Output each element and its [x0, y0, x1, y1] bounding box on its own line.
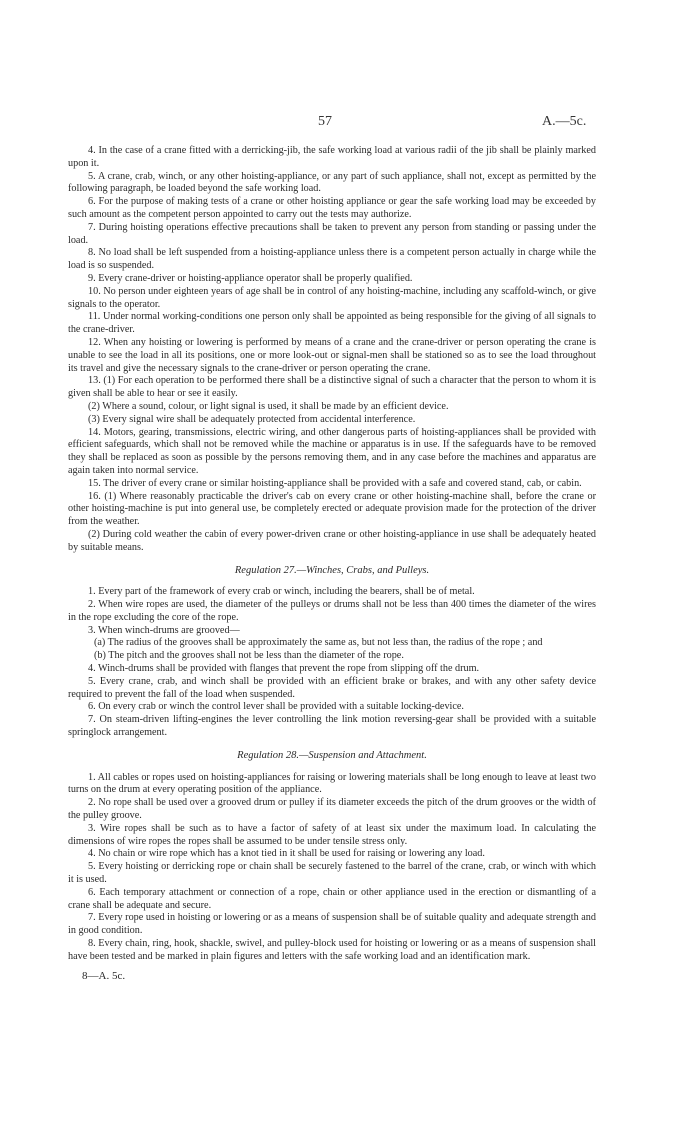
section-28-title: —Suspension and Attachment. — [298, 749, 427, 761]
section-heading-27 — [68, 565, 596, 578]
section-heading-28 — [68, 750, 596, 763]
paragraph: 2. When wire ropes are used, the diameter of the pulleys or drums shall not be less than 400 times the diameter of the wires in the rope excluding the core of the rope. — [68, 599, 596, 623]
paragraph: 1. All cables or ropes used on hoisting-appliances for raising or lowering materials shall be long enough to leave at least two turns on the drum at every operating position of the appliance. — [68, 771, 596, 796]
regulation-27-paragraphs-continued — [68, 663, 596, 740]
paragraph: 7. During hoisting operations effective precautions shall be taken to prevent any person from standing or passing under the load. — [68, 221, 596, 246]
paragraph: 10. No person under eighteen years of age shall be in control of any hoisting-machine, including any scaffold-winch, or give signals to the operator. — [68, 285, 596, 310]
paragraph: 3. Wire ropes shall be such as to have a factor of safety of at least six under the maximum load. In calculating the dimensions of wire ropes the ropes shall be assumed to be under tensile stress only. — [68, 822, 596, 847]
paragraph: 15. The driver of every crane or similar hoisting-appliance shall be provided with a safe and covered stand, cab, or cabin. — [88, 477, 582, 489]
section-27-title: —Winches, Crabs, and Pulleys. — [296, 564, 430, 576]
paragraph: 6. On every crab or winch the control lever shall be provided with a suitable locking-device. — [88, 701, 464, 713]
regulation-27-sub-items — [68, 637, 596, 663]
paragraph: 6. For the purpose of making tests of a crane or other hoisting appliance or gear the safe working load may be exceeded by such amount as the competent person appointed to carry out the tests may authorize. — [68, 196, 596, 220]
signature-mark: 8—A. 5c. — [82, 969, 126, 982]
section-28-number: Regulation 28. — [237, 749, 299, 761]
document-body — [68, 145, 596, 982]
paragraph: 1. Every part of the framework of every crab or winch, including the bearers, shall be of metal. — [88, 586, 475, 598]
paragraph: 4. In the case of a crane fitted with a derricking-jib, the safe working load at various radii of the jib shall be plainly marked upon it. — [68, 145, 596, 169]
page-number: 57 — [318, 114, 332, 129]
paragraph: 8. Every chain, ring, hook, shackle, swivel, and pulley-block used for hoisting or lowering or as a means of suspension shall have been tested and be marked in plain figures and letters with the safe working load and an identification mark. — [68, 938, 596, 962]
paragraph: 14. Motors, gearing, transmissions, electric wiring, and other dangerous parts of hoisting-appliances shall be provided with efficient safeguards, which shall not be removed while the machine or apparatus is in use. If the safeguards have to be removed they shall be replaced as soon as possible by the persons removing them, and in any case before the machines and apparatus are again taken into normal service. — [68, 426, 596, 476]
paragraph: (3) Every signal wire shall be adequately protected from accidental interference. — [88, 413, 416, 425]
paragraph: 13. (1) For each operation to be performed there shall be a distinctive signal of such a character that the person to whom it is given shall be able to hear or see it easily. — [68, 375, 596, 400]
sub-item: (b) The pitch and the grooves shall not be less than the diameter of the rope. — [94, 650, 404, 662]
paragraph: 4. Winch-drums shall be provided with flanges that prevent the rope from slipping off the drum. — [88, 663, 480, 675]
paragraph: 3. When winch-drums are grooved— — [88, 624, 240, 636]
paragraph: 2. No rope shall be used over a grooved drum or pulley if its diameter exceeds the pitch of the drum grooves or the width of the pulley groove. — [68, 797, 596, 822]
regulation-28-paragraphs — [68, 772, 596, 964]
paragraph: 9. Every crane-driver or hoisting-appliance operator shall be properly qualified. — [88, 272, 413, 284]
paragraph: 4. No chain or wire rope which has a knot tied in it shall be used for raising or lowering any load. — [88, 848, 485, 860]
paragraph: 7. On steam-driven lifting-engines the lever controlling the link motion reversing-gear shall be provided with a suitable springlock arrangement. — [68, 714, 596, 739]
paragraph: 11. Under normal working-conditions one person only shall be appointed as being responsible for the giving of all signals to the crane-driver. — [68, 311, 596, 336]
document-reference: A.—5c. — [542, 114, 587, 129]
section-27-number: Regulation 27. — [234, 564, 297, 576]
paragraph: 12. When any hoisting or lowering is performed by means of a crane and the crane-driver or person operating the crane is unable to see the load in all its positions, one or more look-out or signal-men shall be stationed so as to see the load throughout its travel and give the necessary signals to the crane-driver or person operating the crane. — [68, 336, 596, 374]
paragraph: 6. Each temporary attachment or connection of a rope, chain or other appliance used in the erection or dismantling of a crane shall be adequate and secure. — [68, 886, 596, 911]
paragraph: 8. No load shall be left suspended from a hoisting-appliance unless there is a competent person actually in charge while the load is so suspended. — [68, 247, 596, 272]
paragraph: 16. (1) Where reasonably practicable the driver's cab on every crane or other hoisting-machine shall, before the crane or other hoisting-machine is put into general use, be completely erected or adequate provision made for the protection of the driver from the weather. — [68, 490, 596, 528]
paragraph: 7. Every rope used in hoisting or lowering or as a means of suspension shall be of suitable quality and adequate strength and in good condition. — [68, 912, 596, 937]
paragraph: (2) Where a sound, colour, or light signal is used, it shall be made by an efficient device. — [88, 400, 449, 412]
regulation-26-continued — [68, 145, 596, 555]
sub-item: (a) The radius of the grooves shall be approximately the same as, but not less than, the radius of the rope ; and — [94, 637, 543, 649]
paragraph: 5. A crane, crab, winch, or any other hoisting-appliance, or any part of such appliance, shall not, except as permitted by the following paragraph, be loaded beyond the safe working load. — [68, 170, 596, 195]
paragraph: (2) During cold weather the cabin of every power-driven crane or other hoisting-appliance in use shall be adequately heated by suitable means. — [68, 528, 596, 553]
paragraph: 5. Every hoisting or derricking rope or chain shall be securely fastened to the barrel of the crane, crab, or winch with which it is used. — [68, 861, 596, 886]
regulation-27-paragraphs — [68, 586, 596, 637]
paragraph: 5. Every crane, crab, and winch shall be provided with an efficient brake or brakes, and with any other safety device required to prevent the fall of the load when suspended. — [68, 675, 596, 700]
